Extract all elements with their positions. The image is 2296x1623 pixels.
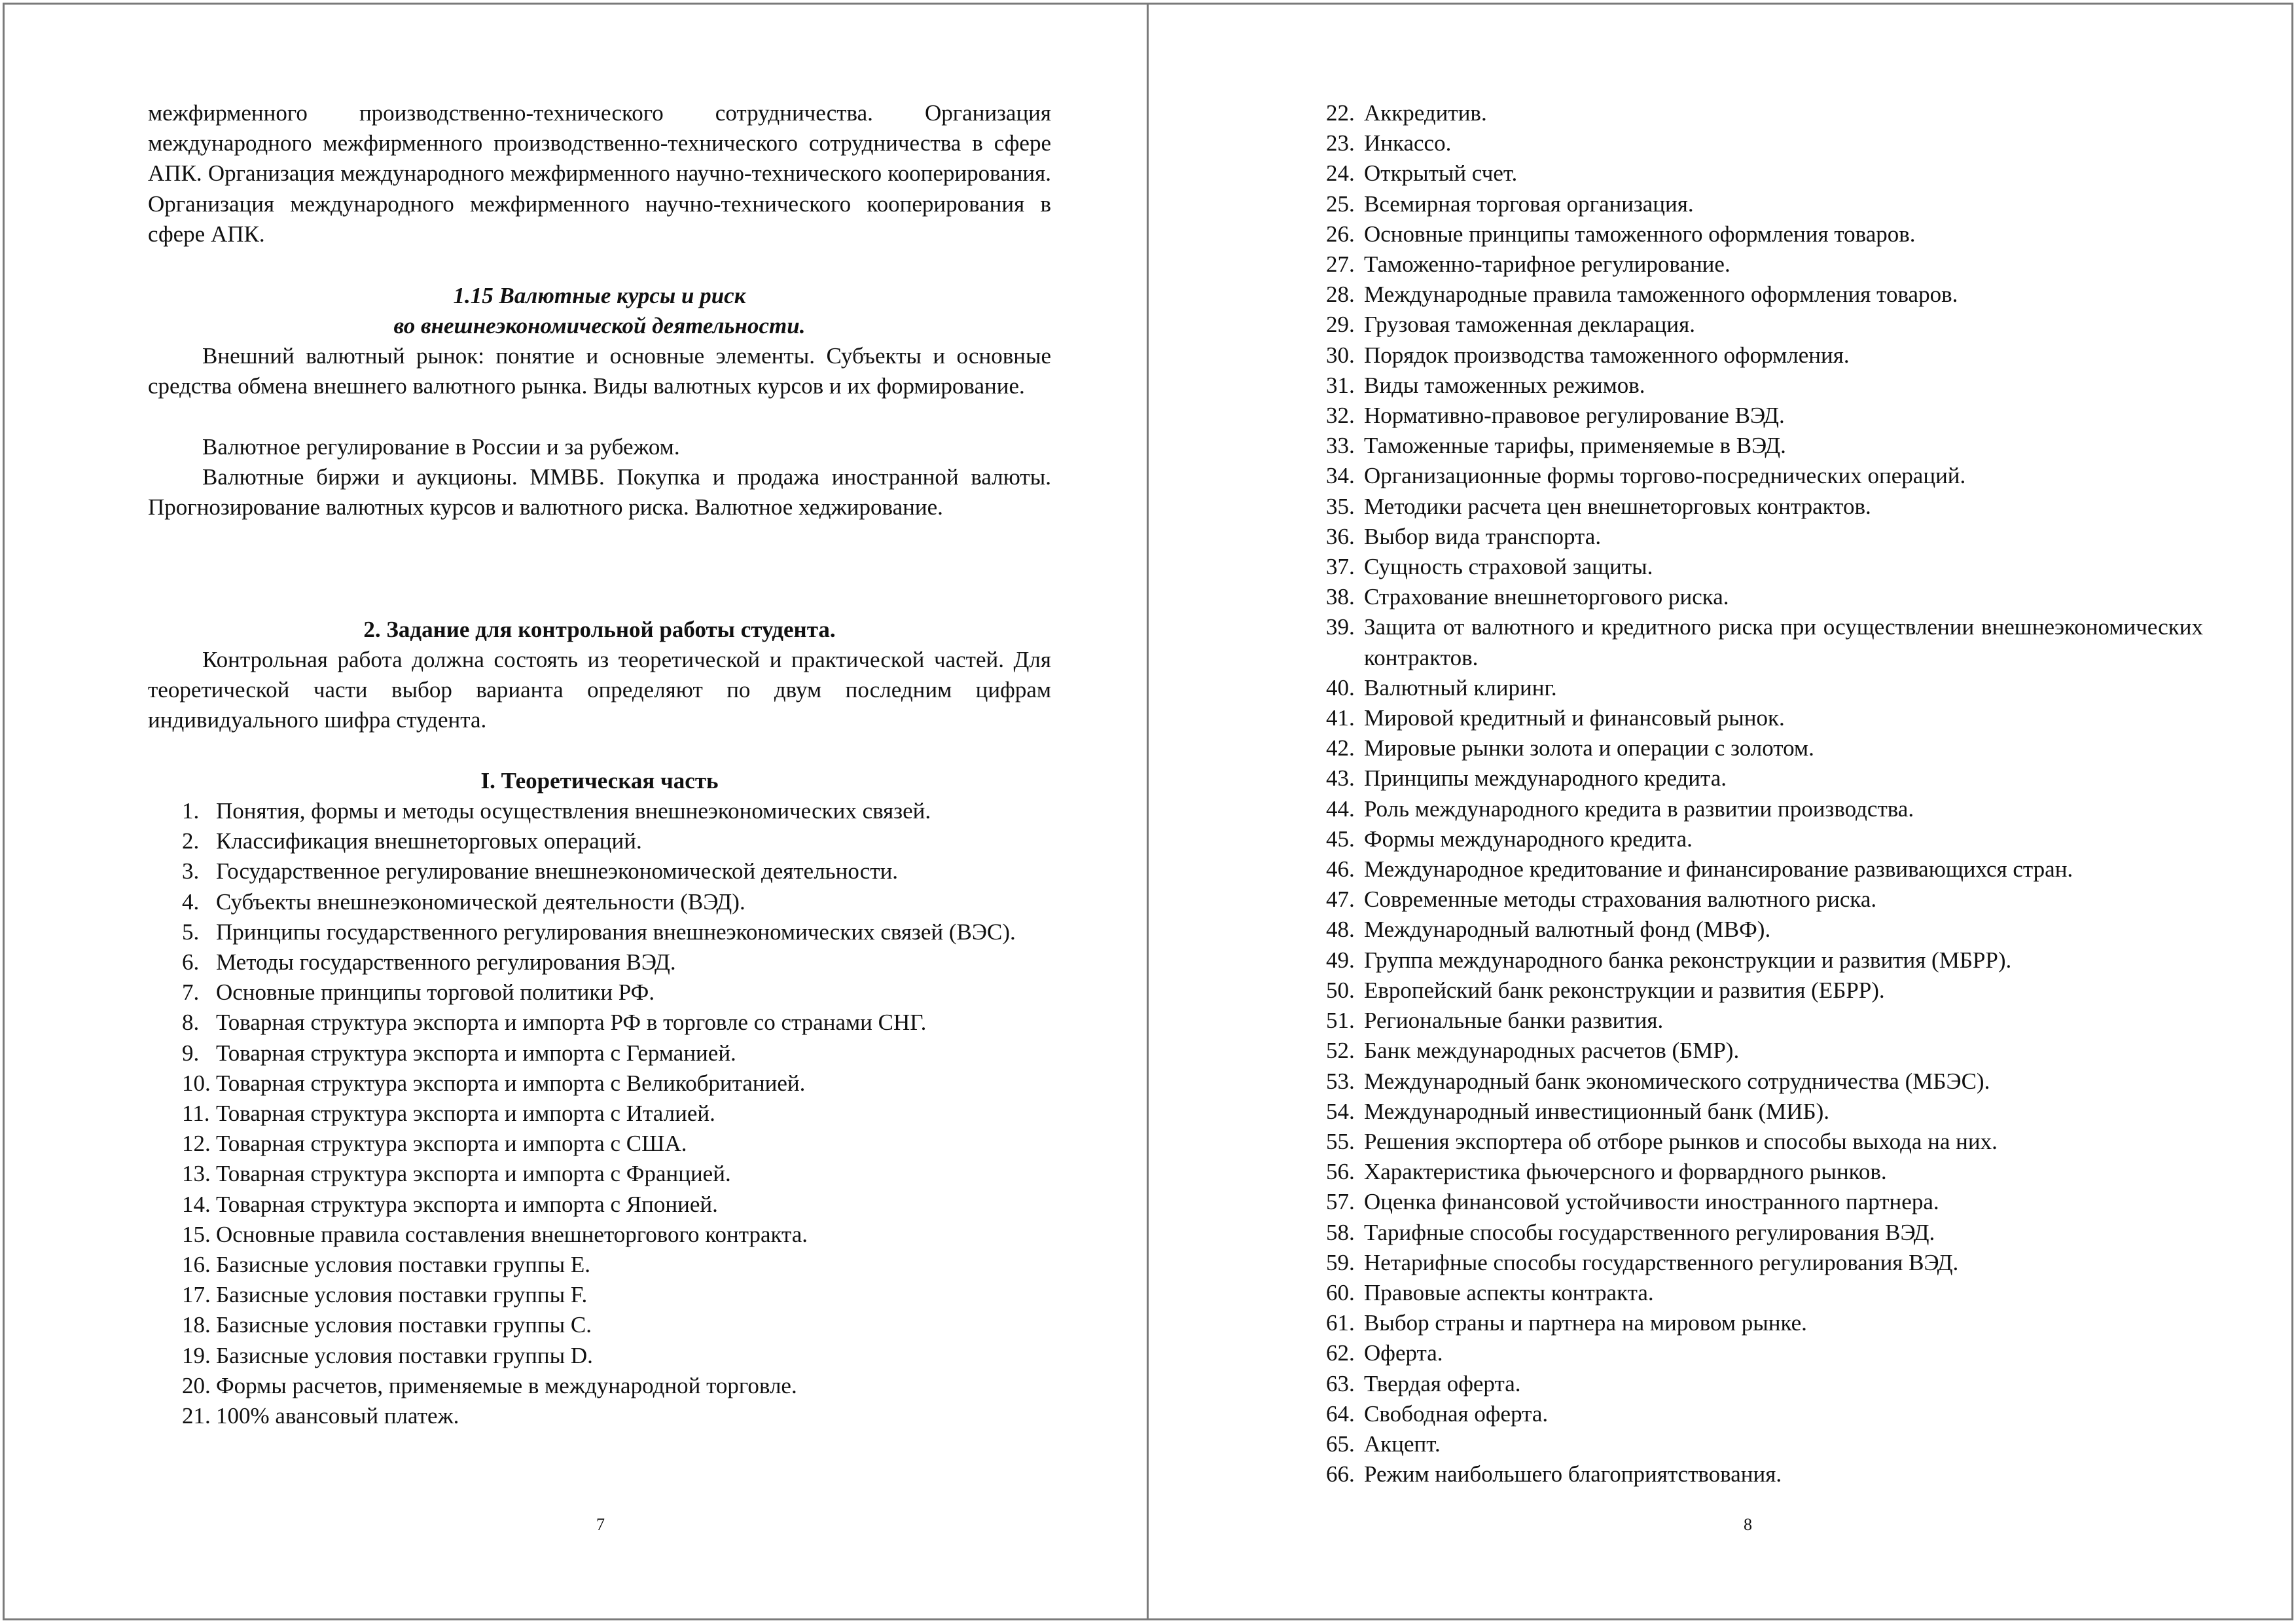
list-item [148, 1038, 1051, 1068]
item-text: Сущность страховой защиты. [1364, 554, 1653, 580]
item-number: 45. [1326, 826, 1355, 852]
list-item [148, 796, 1051, 826]
left-page [148, 0, 1051, 1623]
item-text: Правовые аспекты контракта. [1364, 1279, 1654, 1305]
list-item [148, 1220, 1051, 1250]
item-number: 36. [1326, 523, 1355, 549]
item-number: 16. [182, 1252, 211, 1278]
list-item [1326, 280, 2203, 310]
list-item [1326, 884, 2203, 915]
item-text: Таможенные тарифы, применяемые в ВЭД. [1364, 433, 1786, 459]
item-number: 53. [1326, 1068, 1355, 1094]
list-item [1326, 340, 2203, 371]
item-text: Нормативно-правовое регулирование ВЭД. [1364, 403, 1785, 429]
list-item [1326, 794, 2203, 824]
list-item [1326, 522, 2203, 552]
item-text: Методы государственного регулирования ВЭД. [216, 949, 676, 976]
item-text: Формы международного кредита. [1364, 826, 1693, 852]
item-text: Региональные банки развития. [1364, 1008, 1664, 1034]
list-item [1326, 1459, 2203, 1489]
list-item [148, 1129, 1051, 1159]
item-text: Тарифные способы государственного регулирования ВЭД. [1364, 1219, 1935, 1245]
item-text: Современные методы страхования валютного риска. [1364, 886, 1877, 913]
page-number: 7 [596, 1515, 605, 1534]
list-item [1326, 1006, 2203, 1036]
item-text: Выбор вида транспорта. [1364, 523, 1602, 549]
item-text: Таможенно-тарифное регулирование. [1364, 251, 1731, 278]
item-number: 43. [1326, 765, 1355, 792]
item-number: 20. [182, 1372, 211, 1398]
theory-question-list-continued [1326, 98, 2203, 1489]
item-number: 15. [182, 1221, 211, 1247]
item-text: 100% авансовый платеж. [216, 1403, 459, 1429]
item-number: 24. [1326, 160, 1355, 187]
item-text: Нетарифные способы государственного регулирования ВЭД. [1364, 1249, 1959, 1275]
list-item [148, 1159, 1051, 1189]
list-item [1326, 854, 2203, 884]
item-number: 41. [1326, 705, 1355, 731]
section-1-15-title-line2: во внешнеэкономической деятельности. [393, 313, 806, 338]
list-item [1326, 219, 2203, 249]
item-text: Товарная структура экспорта и импорта с США. [216, 1131, 687, 1157]
list-item [148, 1099, 1051, 1129]
item-number: 10. [182, 1070, 211, 1096]
item-text: Валютный клиринг. [1364, 674, 1557, 701]
item-text: Оценка финансовой устойчивости иностранного партнера. [1364, 1189, 1939, 1215]
item-text: Международные правила таможенного оформления товаров. [1364, 282, 1958, 308]
list-item [1326, 158, 2203, 189]
item-text: Оферта. [1364, 1340, 1443, 1366]
list-item [148, 1190, 1051, 1220]
item-text: Европейский банк реконструкции и развития (ЕБРР). [1364, 977, 1885, 1003]
list-item [148, 917, 1051, 947]
list-item [1326, 310, 2203, 340]
theory-heading: I. Теоретическая часть [480, 768, 719, 793]
item-text: Страхование внешнеторгового риска. [1364, 584, 1729, 610]
list-item [1326, 915, 2203, 945]
item-number: 25. [1326, 191, 1355, 217]
item-text: Порядок производства таможенного оформления. [1364, 342, 1850, 368]
list-item [1326, 763, 2203, 793]
list-item [148, 856, 1051, 886]
item-text: Товарная структура экспорта и импорта с Италией. [216, 1101, 715, 1127]
item-text: Режим наибольшего благоприятствования. [1364, 1461, 1782, 1487]
item-text: Основные правила составления внешнеторгового контракта. [216, 1221, 808, 1247]
section-1-15-title-line1: 1.15 Валютные курсы и риск [453, 283, 746, 308]
item-number: 48. [1326, 917, 1355, 943]
item-number: 55. [1326, 1128, 1355, 1154]
item-number: 18. [182, 1312, 211, 1338]
item-number: 27. [1326, 251, 1355, 278]
item-number: 26. [1326, 221, 1355, 247]
item-number: 49. [1326, 947, 1355, 973]
item-text: Твердая оферта. [1364, 1370, 1521, 1396]
list-item [1326, 824, 2203, 854]
item-text: Грузовая таможенная декларация. [1364, 312, 1695, 338]
item-number: 60. [1326, 1279, 1355, 1305]
item-text: Международный банк экономического сотрудничества (МБЭС). [1364, 1068, 1990, 1094]
list-item [1326, 733, 2203, 763]
list-item [1326, 552, 2203, 582]
item-text: Методики расчета цен внешнеторговых контрактов. [1364, 493, 1871, 519]
item-text: Товарная структура экспорта и импорта с Великобританией. [216, 1070, 806, 1096]
item-number: 21. [182, 1403, 211, 1429]
list-item [1326, 98, 2203, 128]
item-text: Виды таможенных режимов. [1364, 372, 1645, 398]
item-number: 6. [182, 949, 200, 976]
item-number: 57. [1326, 1189, 1355, 1215]
item-number: 65. [1326, 1431, 1355, 1457]
item-text: Принципы международного кредита. [1364, 765, 1727, 792]
item-number: 42. [1326, 735, 1355, 761]
list-item [1326, 1067, 2203, 1097]
list-item [1326, 1248, 2203, 1278]
item-number: 19. [182, 1342, 211, 1368]
list-item [148, 977, 1051, 1008]
item-number: 5. [182, 919, 200, 945]
item-number: 47. [1326, 886, 1355, 913]
item-number: 12. [182, 1131, 211, 1157]
list-item [1326, 1127, 2203, 1157]
list-item [1326, 401, 2203, 431]
item-text: Международный валютный фонд (МВФ). [1364, 917, 1771, 943]
item-text: Мировые рынки золота и операции с золотом. [1364, 735, 1814, 761]
item-text: Всемирная торговая организация. [1364, 191, 1694, 217]
item-number: 54. [1326, 1098, 1355, 1124]
list-item [1326, 1036, 2203, 1066]
item-text: Решения экспортера об отборе рынков и способы выхода на них. [1364, 1128, 1998, 1154]
item-text: Аккредитив. [1364, 100, 1487, 126]
item-number: 64. [1326, 1400, 1355, 1427]
item-number: 63. [1326, 1370, 1355, 1396]
item-number: 7. [182, 979, 200, 1006]
list-item [1326, 976, 2203, 1006]
list-item [1326, 128, 2203, 158]
item-number: 37. [1326, 554, 1355, 580]
item-text: Формы расчетов, применяемые в международной торговле. [216, 1372, 797, 1398]
item-number: 23. [1326, 130, 1355, 156]
list-item [1326, 1187, 2203, 1217]
list-item [1326, 1338, 2203, 1368]
list-item [1326, 461, 2203, 491]
list-item [148, 1310, 1051, 1340]
item-text: Организационные формы торгово-посреднических операций. [1364, 463, 1966, 489]
item-number: 3. [182, 858, 200, 884]
item-text: Базисные условия поставки группы F. [216, 1282, 588, 1308]
item-text: Банк международных расчетов (БМР). [1364, 1038, 1740, 1064]
list-item [148, 1401, 1051, 1431]
item-number: 28. [1326, 282, 1355, 308]
list-item [148, 1008, 1051, 1038]
list-item [148, 826, 1051, 856]
item-text: Свободная оферта. [1364, 1400, 1549, 1427]
item-number: 1. [182, 798, 200, 824]
item-text: Открытый счет. [1364, 160, 1518, 187]
item-number: 40. [1326, 674, 1355, 701]
item-text: Товарная структура экспорта и импорта РФ в торговле со странами СНГ. [216, 1010, 927, 1036]
item-number: 46. [1326, 856, 1355, 883]
section-1-15-paragraph: Валютное регулирование в России и за рубежом. [202, 434, 680, 460]
item-number: 44. [1326, 795, 1355, 822]
list-item [1326, 1399, 2203, 1429]
section-1-15-paragraph: Внешний валютный рынок: понятие и основные элементы. Субъекты и основные средства обмена внешнего валютного рынка. Виды валютных курсов и их формирование. [148, 343, 1051, 399]
item-number: 8. [182, 1010, 200, 1036]
item-text: Классификация внешнеторговых операций. [216, 828, 642, 854]
item-text: Базисные условия поставки группы D. [216, 1342, 593, 1368]
list-item [1326, 371, 2203, 401]
item-text: Защита от валютного и кредитного риска при осуществлении внешнеэкономических контрактов. [1364, 614, 2203, 670]
list-item [1326, 1278, 2203, 1308]
page-fold-divider [1147, 3, 1149, 1620]
item-text: Инкассо. [1364, 130, 1452, 156]
list-item [1326, 1369, 2203, 1399]
item-number: 22. [1326, 100, 1355, 126]
item-number: 13. [182, 1161, 211, 1187]
item-text: Выбор страны и партнера на мировом рынке. [1364, 1310, 1807, 1336]
item-number: 2. [182, 828, 200, 854]
item-text: Основные принципы торговой политики РФ. [216, 979, 655, 1006]
item-number: 11. [182, 1101, 210, 1127]
item-text: Государственное регулирование внешнеэкономической деятельности. [216, 858, 899, 884]
list-item [1326, 1218, 2203, 1248]
list-item [1326, 1097, 2203, 1127]
list-item [1326, 189, 2203, 219]
item-text: Базисные условия поставки группы Е. [216, 1252, 591, 1278]
right-page [1326, 0, 2203, 1623]
list-item [1326, 1429, 2203, 1459]
section-2-title: 2. Задание для контрольной работы студента. [363, 617, 836, 642]
list-item [1326, 945, 2203, 976]
item-number: 9. [182, 1040, 200, 1066]
section-1-15-paragraph: Валютные биржи и аукционы. ММВБ. Покупка и продажа иностранной валюты. Прогнозирование валютных курсов и валютного риска. Валютное хеджирование. [148, 464, 1051, 520]
item-number: 33. [1326, 433, 1355, 459]
list-item [1326, 673, 2203, 703]
item-number: 17. [182, 1282, 211, 1308]
item-number: 14. [182, 1191, 211, 1217]
item-text: Товарная структура экспорта и импорта с Германией. [216, 1040, 736, 1066]
item-number: 31. [1326, 372, 1355, 398]
item-number: 52. [1326, 1038, 1355, 1064]
item-text: Базисные условия поставки группы С. [216, 1312, 592, 1338]
item-number: 30. [1326, 342, 1355, 368]
item-text: Товарная структура экспорта и импорта с Францией. [216, 1161, 731, 1187]
item-text: Понятия, формы и методы осуществления внешнеэкономических связей. [216, 798, 931, 824]
item-text: Международный инвестиционный банк (МИБ). [1364, 1098, 1830, 1124]
list-item [148, 1250, 1051, 1280]
list-item [148, 947, 1051, 977]
item-text: Основные принципы таможенного оформления товаров. [1364, 221, 1916, 247]
list-item [1326, 249, 2203, 280]
item-number: 56. [1326, 1159, 1355, 1185]
intro-paragraph: межфирменного производственно-технического сотрудничества. Организация международного межфирменного производственно-технического сотрудничества в сфере АПК. Организация международного межфирменного научно-технического кооперирования. Организация международного межфирменного научно-технического кооперирования в сфере АПК. [148, 100, 1051, 247]
item-number: 66. [1326, 1461, 1355, 1487]
item-number: 29. [1326, 312, 1355, 338]
page-number: 8 [1744, 1515, 1752, 1534]
list-item [1326, 703, 2203, 733]
theory-question-list [148, 796, 1051, 1431]
item-number: 51. [1326, 1008, 1355, 1034]
item-text: Принципы государственного регулирования внешнеэкономических связей (ВЭС). [216, 919, 1016, 945]
item-number: 62. [1326, 1340, 1355, 1366]
item-number: 34. [1326, 463, 1355, 489]
list-item [1326, 582, 2203, 612]
list-item [148, 1371, 1051, 1401]
item-number: 59. [1326, 1249, 1355, 1275]
list-item [1326, 612, 2203, 672]
item-number: 61. [1326, 1310, 1355, 1336]
item-number: 35. [1326, 493, 1355, 519]
list-item [148, 1068, 1051, 1099]
list-item [1326, 492, 2203, 522]
list-item [148, 887, 1051, 917]
item-text: Международное кредитование и финансирование развивающихся стран. [1364, 856, 2073, 883]
list-item [148, 1280, 1051, 1310]
item-text: Субъекты внешнеэкономической деятельности (ВЭД). [216, 888, 745, 915]
item-number: 4. [182, 888, 200, 915]
list-item [148, 1341, 1051, 1371]
item-number: 38. [1326, 584, 1355, 610]
item-number: 32. [1326, 403, 1355, 429]
item-text: Группа международного банка реконструкции и развития (МБРР). [1364, 947, 2012, 973]
item-text: Характеристика фьючерсного и форвардного рынков. [1364, 1159, 1887, 1185]
item-number: 50. [1326, 977, 1355, 1003]
item-number: 39. [1326, 614, 1355, 640]
section-2-paragraph: Контрольная работа должна состоять из теоретической и практической частей. Для теоретической части выбор варианта определяют по двум последним цифрам индивидуального шифра студента. [148, 647, 1051, 733]
list-item [1326, 431, 2203, 461]
list-item [1326, 1308, 2203, 1338]
item-text: Товарная структура экспорта и импорта с Японией. [216, 1191, 718, 1217]
item-text: Роль международного кредита в развитии производства. [1364, 795, 1914, 822]
list-item [1326, 1157, 2203, 1187]
item-text: Акцепт. [1364, 1431, 1441, 1457]
item-number: 58. [1326, 1219, 1355, 1245]
item-text: Мировой кредитный и финансовый рынок. [1364, 705, 1785, 731]
